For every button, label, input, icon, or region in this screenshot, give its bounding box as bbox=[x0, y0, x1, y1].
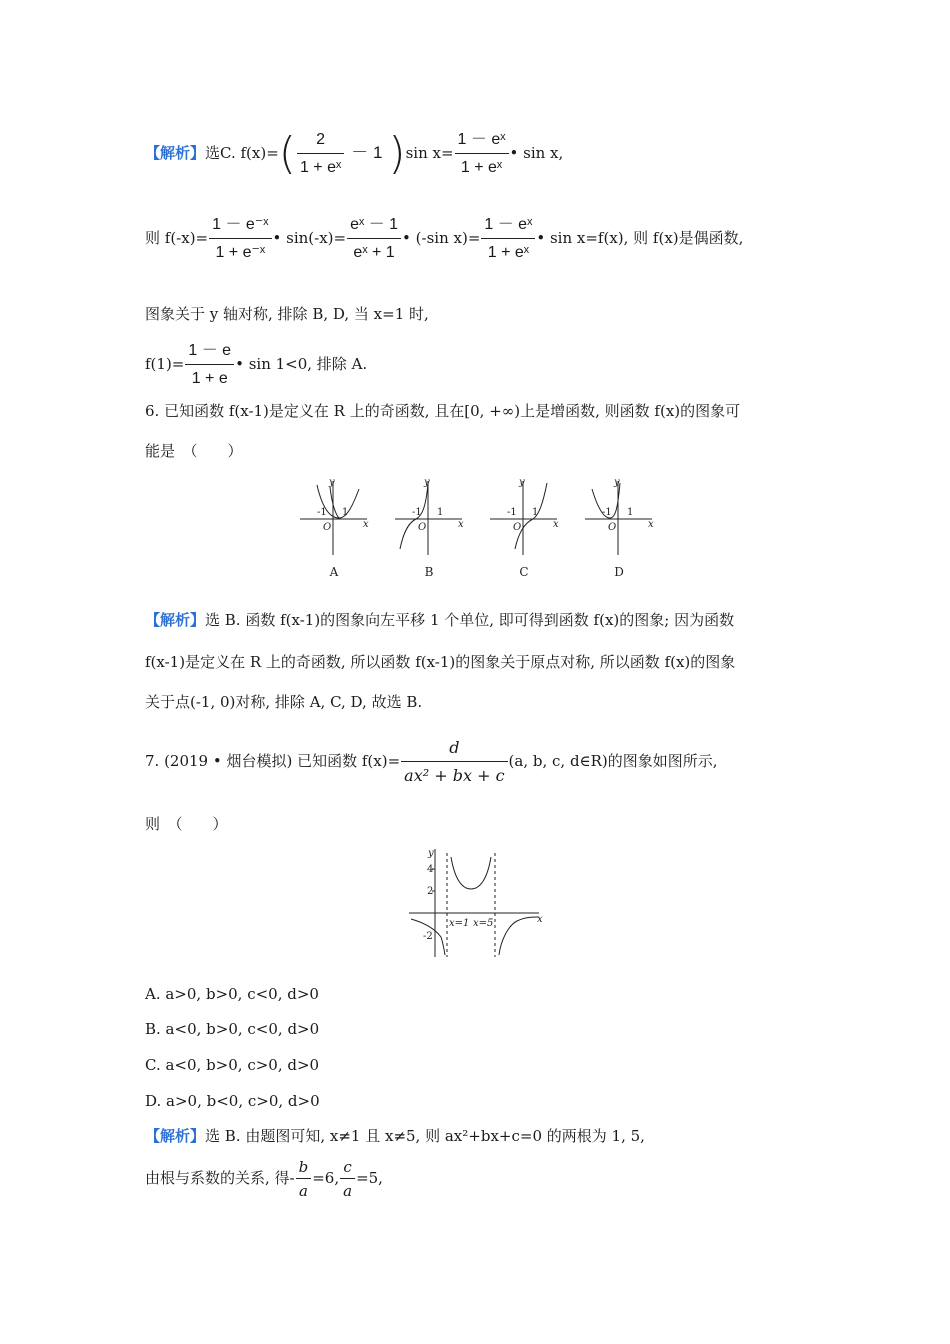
svg-text:x: x bbox=[537, 914, 543, 925]
svg-text:O: O bbox=[608, 522, 617, 533]
svg-text:-1: -1 bbox=[507, 507, 517, 518]
graph-b bbox=[395, 481, 462, 555]
svg-text:x: x bbox=[458, 519, 464, 530]
svg-text:-1: -1 bbox=[602, 507, 612, 518]
svg-text:x: x bbox=[363, 519, 369, 530]
fraction: $\frac{\text{eˣ － 1}}{\text{eˣ + 1}}$ bbox=[347, 214, 401, 264]
left-paren: ( bbox=[278, 128, 296, 179]
svg-text:O: O bbox=[323, 522, 332, 533]
analysis-tag: 【解析】 bbox=[145, 144, 206, 162]
graph-d bbox=[585, 481, 652, 555]
fraction: $\frac{\text{1 － eˣ}}{\text{1 + eˣ}}$ bbox=[481, 214, 535, 264]
q7-answer-line1: 【解析】选 B. 由题图可知, x≠1 且 x≠5, 则 ax²+bx+c=0 的两根为 1, 5, bbox=[145, 1127, 645, 1145]
fraction: $\frac{c}{a}$ bbox=[340, 1158, 355, 1200]
fraction: $\frac{2}{\text{1 + eˣ}}$ bbox=[297, 129, 344, 179]
right-paren: ) bbox=[388, 128, 406, 179]
svg-text:y: y bbox=[519, 477, 525, 488]
q5-line2: 则 f(-x)= $\frac{\text{1 － e⁻ˣ}}{\text{1 + e⁻ˣ}}$ • sin(-x)= $\frac{\text{eˣ － 1}}{\text{eˣ + 1}}$ • (-sin x)= $\frac{\text{1 － eˣ}}{\text{1 + eˣ}}$ • sin x=f(x), 则 f(x)是偶函数, bbox=[145, 214, 743, 264]
svg-text:1: 1 bbox=[342, 507, 349, 518]
svg-text:1: 1 bbox=[627, 507, 634, 518]
analysis-tag: 【解析】 bbox=[145, 611, 206, 629]
svg-text:x: x bbox=[648, 519, 654, 530]
option-a-label: A bbox=[329, 565, 339, 579]
q5-line4: f(1)= $\frac{1 - e}{1 + e}$ • sin 1<0, 排除 A. bbox=[145, 340, 367, 390]
svg-text:2: 2 bbox=[427, 886, 434, 897]
fraction: $\frac{1 - e}{1 + e}$ bbox=[185, 340, 234, 390]
q7-stem-line2: 则 （ ） bbox=[145, 815, 228, 833]
q6-answer-line2: f(x-1)是定义在 R 上的奇函数, 所以函数 f(x-1)的图象关于原点对称, 所以函数 f(x)的图象 bbox=[145, 653, 736, 671]
svg-text:y: y bbox=[614, 477, 620, 488]
svg-text:y: y bbox=[424, 477, 430, 488]
svg-text:O: O bbox=[513, 522, 522, 533]
fraction: $\frac{d}{\text{ax² + bx + c}}$ bbox=[401, 737, 507, 787]
svg-text:4: 4 bbox=[427, 864, 434, 875]
svg-text:1: 1 bbox=[437, 507, 444, 518]
svg-text:x=1: x=1 bbox=[449, 918, 470, 929]
q7-option-b: B. a<0, b>0, c<0, d>0 bbox=[145, 1020, 320, 1038]
q7-option-d: D. a>0, b<0, c>0, d>0 bbox=[145, 1092, 320, 1110]
fraction: $\frac{\text{1 － eˣ}}{\text{1 + eˣ}}$ bbox=[455, 129, 509, 179]
q6-answer-line1: 【解析】选 B. 函数 f(x-1)的图象向左平移 1 个单位, 即可得到函数 f(x)的图象; 因为函数 bbox=[145, 611, 735, 629]
svg-text:x: x bbox=[553, 519, 559, 530]
q6-stem-line1: 6. 已知函数 f(x-1)是定义在 R 上的奇函数, 且在[0, +∞)上是增函数, 则函数 f(x)的图象可 bbox=[145, 402, 741, 420]
svg-text:1: 1 bbox=[532, 507, 539, 518]
q6-option-graphs bbox=[295, 475, 665, 585]
svg-text:-1: -1 bbox=[412, 507, 422, 518]
fraction: $\frac{\text{1 － e⁻ˣ}}{\text{1 + e⁻ˣ}}$ bbox=[209, 214, 271, 264]
svg-text:y: y bbox=[428, 848, 434, 859]
svg-text:y: y bbox=[329, 477, 335, 488]
fraction: $\frac{b}{a}$ bbox=[296, 1158, 312, 1200]
graph-a bbox=[300, 481, 367, 555]
q7-graph bbox=[405, 845, 550, 960]
svg-text:-2: -2 bbox=[423, 931, 433, 942]
q7-option-c: C. a<0, b>0, c>0, d>0 bbox=[145, 1056, 320, 1074]
svg-text:-1: -1 bbox=[317, 507, 327, 518]
q6-stem-line2: 能是 （ ） bbox=[145, 442, 243, 460]
q7-option-a: A. a>0, b>0, c<0, d>0 bbox=[145, 985, 319, 1003]
option-d-label: D bbox=[614, 565, 624, 579]
analysis-tag: 【解析】 bbox=[145, 1127, 206, 1145]
q7-answer-line2: 由根与系数的关系, 得- $\frac{b}{a}$ =6, $\frac{c}{a}$ =5, bbox=[145, 1158, 383, 1200]
option-c-label: C bbox=[519, 565, 529, 579]
q7-stem-line1: 7. (2019 • 烟台模拟) 已知函数 f(x)= $\frac{d}{\text{ax² + bx + c}}$ (a, b, c, d∈R)的图象如图所示, bbox=[145, 738, 718, 785]
q6-answer-line3: 关于点(-1, 0)对称, 排除 A, C, D, 故选 B. bbox=[145, 693, 423, 711]
q5-line3: 图象关于 y 轴对称, 排除 B, D, 当 x=1 时, bbox=[145, 305, 429, 323]
option-b-label: B bbox=[424, 565, 434, 579]
svg-text:x=5: x=5 bbox=[473, 918, 494, 929]
svg-text:O: O bbox=[418, 522, 427, 533]
graph-c bbox=[490, 481, 557, 555]
q5-line1: 【解析】选C. f(x)=( $\frac{2}{\text{1 + eˣ}}$ － 1 )sin x= $\frac{\text{1 － eˣ}}{\text{1 + eˣ}}$ • sin x, bbox=[145, 128, 564, 179]
